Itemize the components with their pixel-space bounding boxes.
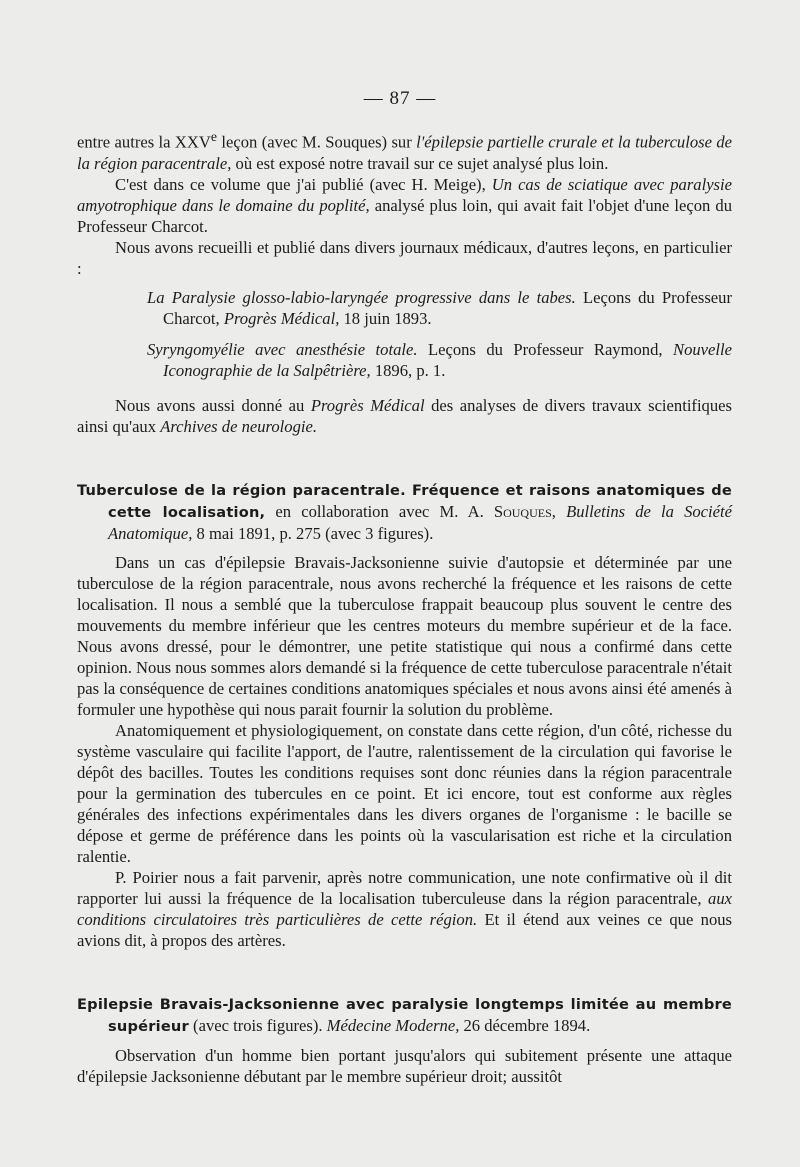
publication-reference: 26 décembre 1894. (459, 1015, 591, 1035)
body-paragraph: Anatomiquement et physiologiquement, on constate dans cette région, d'un côté, richesse du système vasculaire qui facilite l'apport, de l'autre, ralentissement de la circulation qui favorise le dépôt des bacilles. Toutes les conditions requises sont donc réunies dans la région paracentrale pour la germination des tubercules en ce point. Et ici encore, tout est conforme aux règles générales des infections expérimentales dans les divers organes de l'organisme : le bacille se dépose et germe de préférence dans les points où la vascularisation est riche et la circulation ralentie. (77, 720, 732, 866)
section-title: Epilepsie Bravais-Jacksonienne avec paralysie longtemps limitée au membre supérieur (77, 995, 732, 1035)
paragraph-text: Et il étend aux veines ce que nous avions dit, à propos des artères. (77, 909, 732, 950)
journal-name: Archives de neurologie. (160, 416, 318, 436)
lesson-title: l'épilepsie partielle crurale et la tuberculose de la région paracentrale, (77, 132, 733, 173)
citation-item (77, 287, 732, 329)
heading-text: (avec trois figures). (188, 1015, 327, 1035)
aussi-paragraph (77, 395, 732, 437)
body-paragraph: Dans un cas d'épilepsie Bravais-Jacksonienne suivie d'autopsie et déterminée par une tuberculose de la région paracentrale, nous avons recherché la fréquence et les raisons de cette localisation. Il nous a semblé que la tuberculose frappait beaucoup plus souvent le centre des mouvements du membre inférieur que les centres moteurs du membre supérieur et de la face. Nous avons dressé, pour le démontrer, une petite statistique qui nous a confirmé dans cette opinion. Nous nous sommes alors demandé si la fréquence de cette tuberculose paracentrale n'était pas la conséquence de certaines conditions anatomiques spéciales et nous avons ainsi été amenés à formuler une hypothèse qui nous parait fournir la solution du problème. (77, 552, 732, 719)
lesson-title: Un cas de sciatique avec paralysie amyotrophique dans le domaine du poplité, (77, 174, 732, 215)
citation-journal: Progrès Médical, (223, 308, 340, 328)
paragraph-text: Nous avons aussi donné au (115, 395, 311, 415)
journal-name: Bulletins de la Société Anatomique, (108, 501, 732, 543)
intro-text: où est exposé notre travail sur ce sujet analysé plus loin. (231, 153, 609, 173)
publication-reference: 8 mai 1891, p. 275 (avec 3 figures). (192, 523, 434, 543)
citation-item (77, 339, 732, 381)
journal-name: Médecine Moderne, (326, 1015, 460, 1035)
citation-text: Leçons du Professeur Raymond, (417, 339, 674, 359)
emphasis-text: aux conditions circulatoires très particulières de cette région. (77, 888, 732, 929)
intro-text: leçon (avec M. Souques) sur (217, 132, 417, 152)
citation-title: La Paralysie glosso-labio-laryngée progressive dans le tabes. (147, 287, 576, 307)
section-title: Tuberculose de la région paracentrale. Fréquence et raisons anatomiques de cette localisation, (77, 481, 732, 521)
section-heading-epilepsie (77, 993, 732, 1037)
citation-journal: Nouvelle Iconographie de la Salpêtrière, (163, 339, 732, 380)
intro-paragraph-3: Nous avons recueilli et publié dans divers journaux médicaux, d'autres leçons, en particulier : (77, 237, 732, 278)
intro-paragraph-1 (77, 126, 732, 174)
intro-text: C'est dans ce volume que j'ai publié (avec H. Meige), (115, 174, 492, 194)
page-number: — 87 — (363, 88, 437, 109)
paragraph-text: P. Poirier nous a fait parvenir, après notre communication, une note confirmative où il dit rapporter lui aussi la fréquence de la localisation tuberculeuse dans la région paracentrale, (77, 867, 732, 908)
intro-text: analysé plus loin, qui avait fait l'objet d'une leçon du Professeur Charcot. (77, 195, 732, 236)
section-heading-tuberculose (77, 479, 732, 544)
superscript: e (210, 129, 218, 144)
citation-text: Leçons du Professeur Charcot, (163, 287, 732, 328)
intro-paragraph-2 (77, 174, 732, 237)
citation-title: Syryngomyélie avec anesthésie totale. (147, 339, 418, 359)
citation-date: 1896, p. 1. (370, 360, 446, 380)
journal-name: Progrès Médical (310, 395, 425, 415)
page-body (77, 126, 732, 1087)
intro-text: entre autres la XXV (77, 132, 211, 152)
heading-text: en collaboration avec M. A. (265, 501, 494, 521)
author-name: Souques (493, 501, 552, 521)
body-paragraph (77, 867, 732, 951)
body-paragraph: Observation d'un homme bien portant jusqu'alors qui subitement présente une attaque d'épilepsie Jacksonienne débutant par le membre supérieur droit; aussitôt (77, 1045, 732, 1086)
heading-text: , (551, 501, 567, 521)
citation-date: 18 juin 1893. (339, 308, 432, 328)
paragraph-text: des analyses de divers travaux scientifiques ainsi qu'aux (77, 395, 732, 436)
